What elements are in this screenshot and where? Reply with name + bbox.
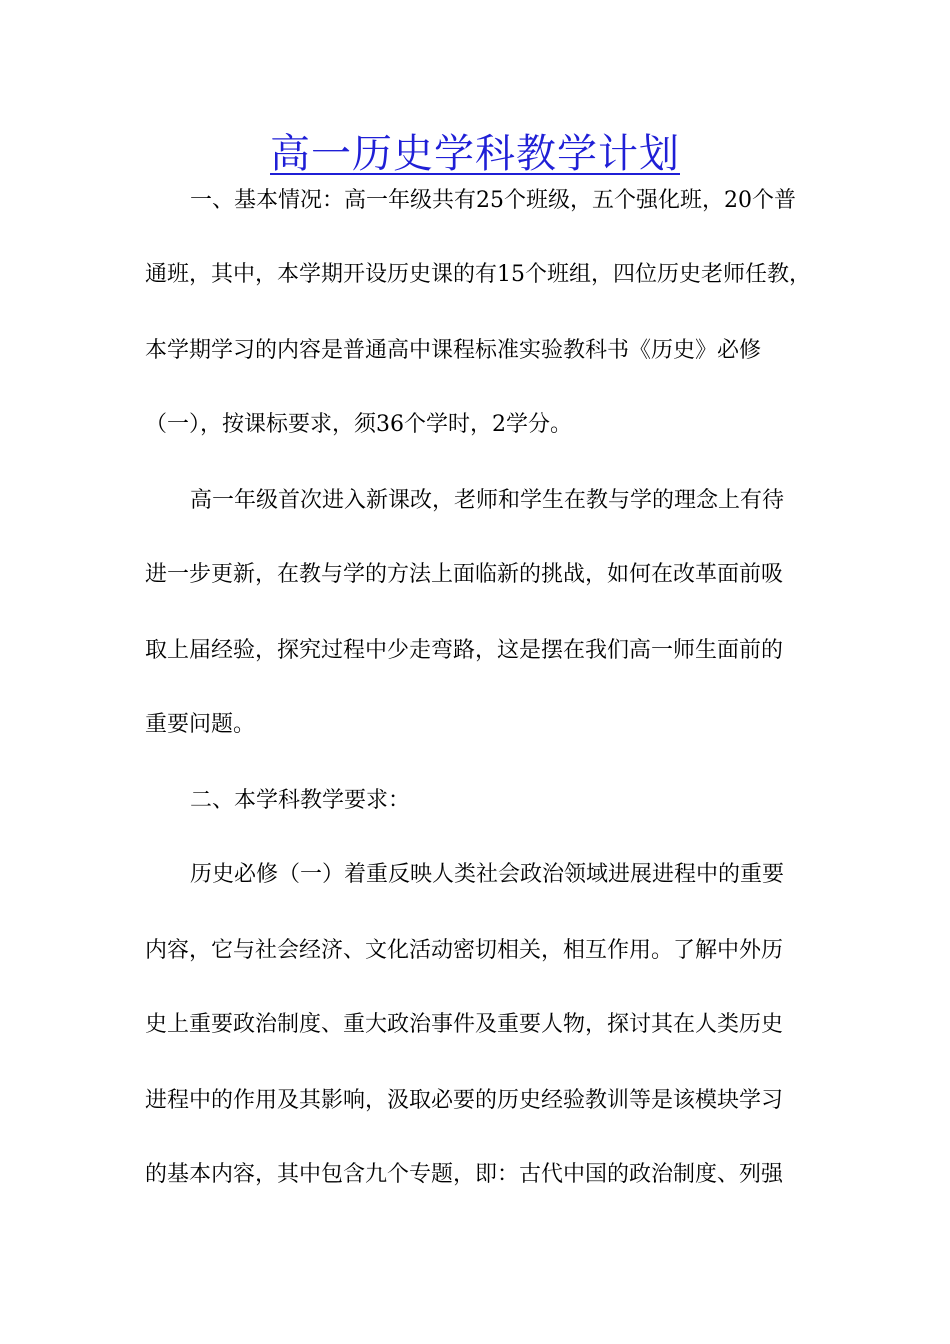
paragraph-line: 史上重要政治制度、重大政治事件及重要人物，探讨其在人类历史 [145,1012,784,1037]
paragraph-line: 历史必修（一）着重反映人类社会政治领域进展进程中的重要 [190,862,785,887]
document-title[interactable]: 高一历史学科教学计划 [270,131,680,177]
paragraph-line: 取上届经验，探究过程中少走弯路，这是摆在我们高一师生面前的 [145,638,784,663]
paragraph-line: 高一年级首次进入新课改，老师和学生在教与学的理念上有待 [190,488,785,513]
paragraph-line: 本学期学习的内容是普通高中课程标准实验教科书《历史》必修 [145,338,762,363]
paragraph-line: 进程中的作用及其影响，汲取必要的历史经验教训等是该模块学习 [145,1088,784,1113]
paragraph-line: 内容，它与社会经济、文化活动密切相关，相互作用。了解中外历 [145,938,784,963]
paragraph-line: 重要问题。 [145,712,256,737]
paragraph-line: 一、基本情况：高一年级共有25个班级，五个强化班，20个普 [190,188,796,213]
paragraph-line: 的基本内容，其中包含九个专题，即：古代中国的政治制度、列强 [145,1162,784,1187]
paragraph-line: 进一步更新，在教与学的方法上面临新的挑战，如何在改革面前吸 [145,562,784,587]
section-heading: 二、本学科教学要求： [190,788,411,813]
paragraph-line: （一），按课标要求，须36个学时，2学分。 [145,412,572,437]
paragraph-line: 通班，其中，本学期开设历史课的有15个班组，四位历史老师任教， [145,262,811,287]
